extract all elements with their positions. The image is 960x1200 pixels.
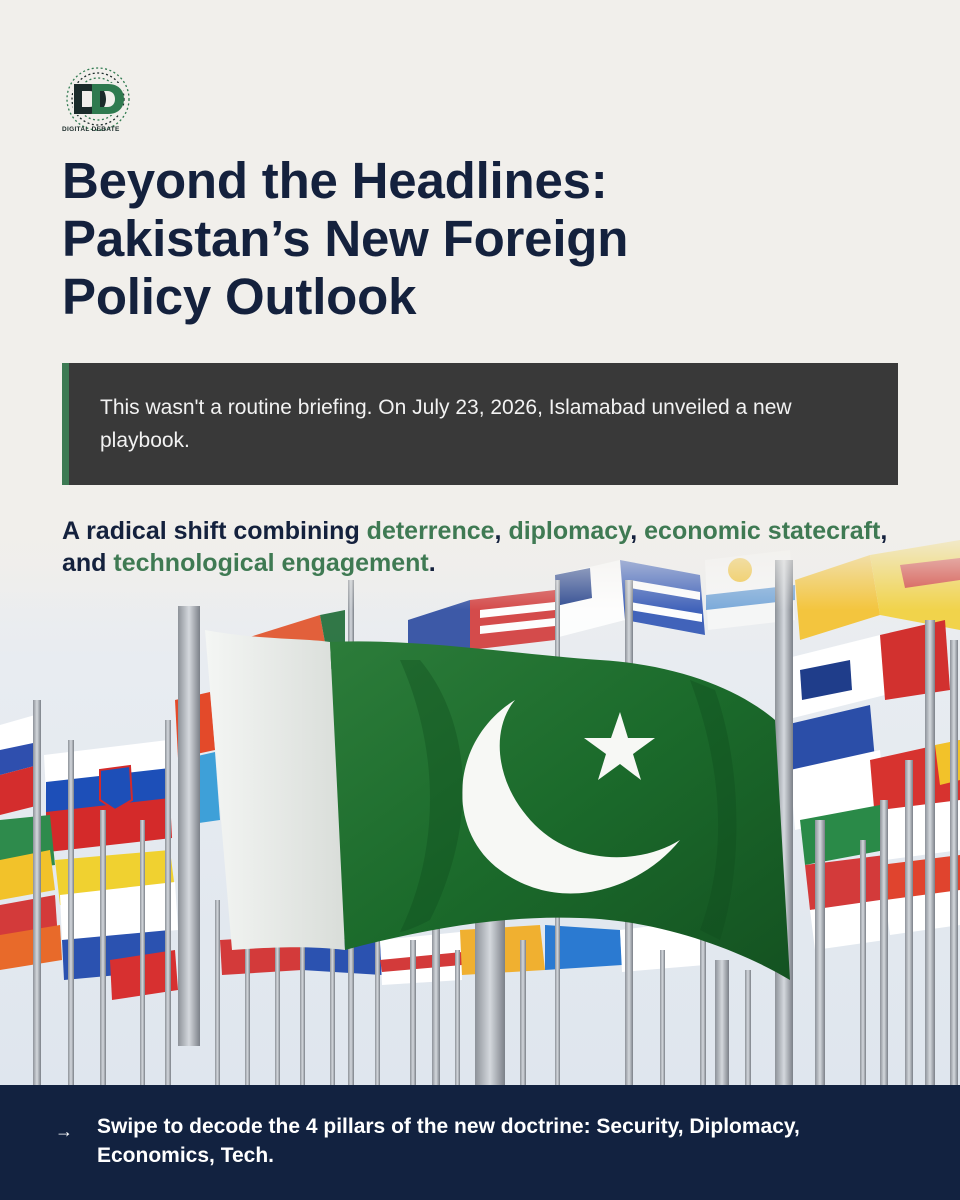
page-title [62, 152, 822, 326]
title-line: Pakistan’s New Foreign [62, 210, 629, 267]
swipe-cta-bar[interactable] [0, 1085, 960, 1200]
separator: , [630, 517, 645, 545]
keyword-technological-engagement: technological engagement [113, 549, 429, 577]
separator: , [494, 517, 509, 545]
intro-quote-text: This wasn't a routine briefing. On July 23, 2026, Islamabad unveiled a new playbook. [100, 396, 792, 452]
keyword-diplomacy: diplomacy [508, 517, 631, 545]
shift-intro: A radical shift combining [62, 517, 367, 545]
separator: , and [62, 517, 888, 577]
arrow-right-icon: → [55, 1121, 73, 1141]
flags-illustration [0, 520, 960, 1085]
title-line: Beyond the Headlines: [62, 152, 608, 209]
logo-caption: DIGITAL DEBATE [62, 126, 120, 133]
sentence-end: . [428, 549, 436, 577]
keyword-deterrence: deterrence [366, 517, 495, 545]
title-line: Policy Outlook [62, 268, 417, 325]
keyword-economic-statecraft: economic statecraft [644, 517, 881, 545]
swipe-cta-text: Swipe to decode the 4 pillars of the new doctrine: Security, Diplomacy, Economics, Tech. [97, 1115, 800, 1167]
intro-quote-box [62, 363, 898, 485]
shift-statement [62, 515, 902, 579]
